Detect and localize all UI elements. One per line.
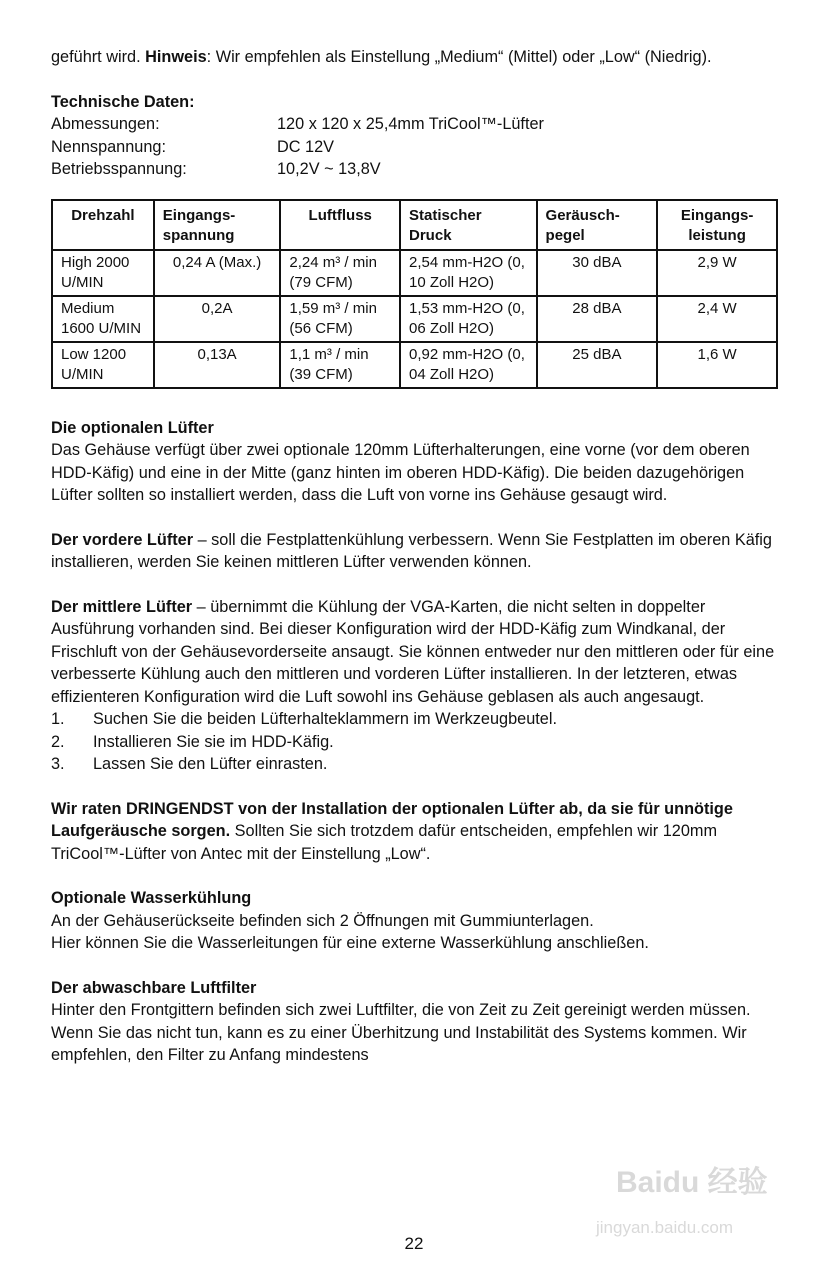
cell-noise-level: 25 dBA: [537, 342, 658, 388]
cell-noise-level: 30 dBA: [537, 250, 658, 296]
spec-value: DC 12V: [277, 137, 335, 156]
page-number: 22: [404, 1234, 424, 1253]
list-item: [51, 753, 779, 776]
step-text: Suchen Sie die beiden Lüfterhalteklammern im Werkzeugbeutel.: [93, 710, 557, 728]
header-static-pressure: Statischer Druck: [400, 200, 537, 250]
cell-airflow: 1,59 m³ / min (56 CFM): [280, 296, 400, 342]
cell-input-power: 2,9 W: [657, 250, 777, 296]
water-cooling-line-2: Hier können Sie die Wasserleitungen für eine externe Wasserkühlung anschließen.: [51, 934, 649, 952]
document-page: [51, 46, 779, 1067]
cell-speed: Medium 1600 U/MIN: [52, 296, 154, 342]
tech-heading: Technische Daten:: [51, 92, 195, 111]
middle-fan-paragraph: [51, 596, 779, 709]
water-cooling-heading: Optionale Wasserkühlung: [51, 889, 252, 907]
spec-value: 120 x 120 x 25,4mm TriCool™-Lüfter: [277, 115, 544, 133]
middle-fan-text: – übernimmt die Kühlung der VGA-Karten, die nicht selten in doppelter Ausführung vorhanden sind. Bei dieser Konfiguration wird der HDD-Käfig zum Windkanal, der Frischluft von der Gehäusevorderseite ansaugt. Sie können entweder nur den mittleren oder für eine verbesserte Kühlung auch den mittleren und vorderen Lüfter installieren. In der letzteren, etwas effizienteren Konfiguration wird die Luft sowohl ins Gehäuse geblasen als auch angesaugt.: [51, 597, 775, 706]
optional-fans-heading: Die optionalen Lüfter: [51, 418, 214, 437]
warning-paragraph: [51, 798, 779, 866]
cell-airflow: 2,24 m³ / min (79 CFM): [280, 250, 400, 296]
table-header-row: [52, 200, 777, 250]
step-number: 3.: [51, 755, 65, 773]
cell-airflow: 1,1 m³ / min (39 CFM): [280, 342, 400, 388]
cell-static-pressure: 2,54 mm-H2O (0, 10 Zoll H2O): [400, 250, 537, 296]
spec-label: Abmessungen:: [51, 115, 160, 133]
spec-value: 10,2V ~ 13,8V: [277, 160, 381, 178]
header-input-voltage: Eingangs-spannung: [154, 200, 281, 250]
cell-input-voltage: 0,13A: [154, 342, 281, 388]
fan-spec-table: [51, 199, 778, 389]
step-number: 1.: [51, 710, 65, 728]
watermark-logo-text: Baidu 经验: [616, 1166, 768, 1199]
table-row: [52, 250, 777, 296]
spec-row-rated-voltage: [51, 136, 779, 159]
air-filter-paragraph: Hinter den Frontgittern befinden sich zwei Luftfilter, die von Zeit zu Zeit gereinigt werden müssen. Wenn Sie das nicht tun, kann es zu einer Überhitzung und Instabilität des Systems kommen. Wir empfehlen, den Filter zu Anfang mindestens: [51, 1001, 751, 1064]
intro-note-label: Hinweis: [145, 48, 207, 66]
header-speed: Drehzahl: [52, 200, 154, 250]
cell-input-voltage: 0,2A: [154, 296, 281, 342]
middle-fan-label: Der mittlere Lüfter: [51, 597, 193, 616]
intro-paragraph: [51, 46, 779, 69]
air-filter-heading: Der abwaschbare Luftfilter: [51, 978, 257, 997]
intro-text-start: geführt wird.: [51, 48, 146, 66]
front-fan-text: – soll die Festplattenkühlung verbessern. Wenn Sie Festplatten im oberen Käfig installieren, werden Sie keinen mittleren Lüfter verwenden können.: [51, 530, 772, 571]
spec-row-dimensions: [51, 113, 779, 136]
front-fan-paragraph: [51, 529, 779, 574]
header-airflow: Luftfluss: [280, 200, 400, 250]
table-row: [52, 296, 777, 342]
cell-input-voltage: 0,24 A (Max.): [154, 250, 281, 296]
cell-static-pressure: 1,53 mm-H2O (0, 06 Zoll H2O): [400, 296, 537, 342]
intro-text-end: : Wir empfehlen als Einstellung „Medium“ (Mittel) oder „Low“ (Niedrig).: [206, 48, 712, 66]
watermark-url: jingyan.baidu.com: [596, 1218, 734, 1237]
cell-static-pressure: 0,92 mm-H2O (0, 04 Zoll H2O): [400, 342, 537, 388]
table-row: [52, 342, 777, 388]
spec-label: Nennspannung:: [51, 137, 166, 156]
cell-noise-level: 28 dBA: [537, 296, 658, 342]
optional-fans-paragraph: Das Gehäuse verfügt über zwei optionale 120mm Lüfterhalterungen, eine vorne (vor dem oberen HDD-Käfig) und eine in der Mitte (ganz hinten im oberen HDD-Käfig). Die beiden dazugehörigen Lüfter sollten so installiert werden, dass die Luft von vorne ins Gehäuse gesaugt wird.: [51, 441, 750, 504]
install-steps-list: [51, 708, 779, 776]
cell-input-power: 2,4 W: [657, 296, 777, 342]
cell-input-power: 1,6 W: [657, 342, 777, 388]
step-text: Lassen Sie den Lüfter einrasten.: [93, 755, 328, 773]
baidu-watermark: [586, 1162, 776, 1252]
step-text: Installieren Sie sie im HDD-Käfig.: [93, 732, 334, 751]
header-input-power: Eingangs-leistung: [657, 200, 777, 250]
cell-speed: High 2000 U/MIN: [52, 250, 154, 296]
header-noise-level: Geräusch-pegel: [537, 200, 658, 250]
warning-text: Sollten Sie sich trotzdem dafür entscheiden, empfehlen wir 120mm TriCool™-Lüfter von Antec mit der Einstellung „Low“.: [51, 822, 718, 863]
spec-label: Betriebsspannung:: [51, 160, 187, 178]
water-cooling-line-1: An der Gehäuserückseite befinden sich 2 Öffnungen mit Gummiunterlagen.: [51, 911, 594, 930]
spec-row-operating-voltage: [51, 158, 779, 181]
front-fan-label: Der vordere Lüfter: [51, 530, 194, 549]
step-number: 2.: [51, 732, 65, 751]
warning-label: Wir raten DRINGENDST von der Installation der optionalen Lüfter ab, da sie für unnötige Laufgeräusche sorgen.: [51, 799, 733, 840]
list-item: [51, 731, 779, 754]
cell-speed: Low 1200 U/MIN: [52, 342, 154, 388]
list-item: [51, 708, 779, 731]
